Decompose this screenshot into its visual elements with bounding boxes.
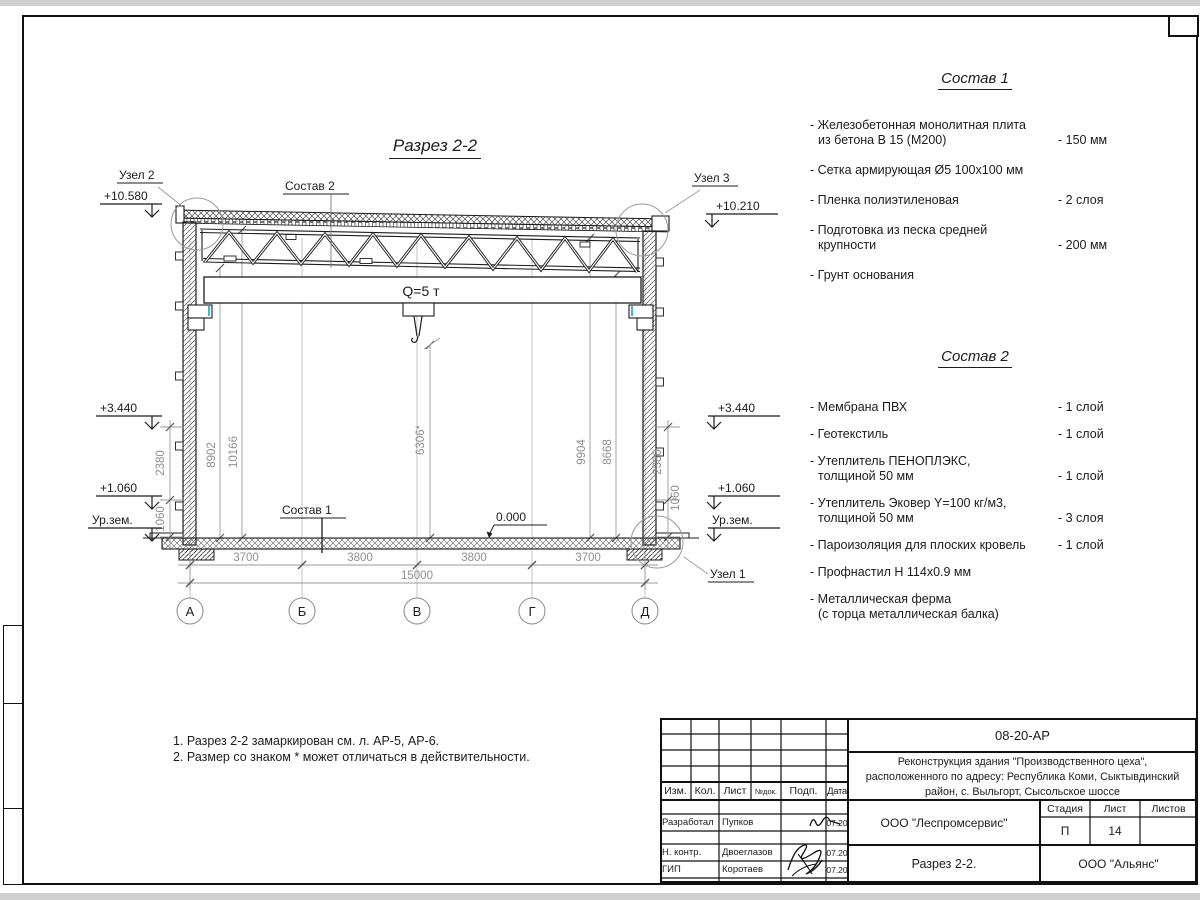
callout-sostav1: Состав 1 (282, 503, 332, 517)
wall-right (643, 231, 656, 545)
list-item: - Железобетонная монолитная плита из бетона В 15 (М200) - 150 мм (810, 118, 1108, 147)
margin-cell-2 (3, 703, 23, 810)
tb-sheet-value: 14 (1108, 824, 1122, 838)
margin-cell-1 (3, 625, 23, 704)
foundation-left (179, 549, 214, 560)
list-item: - Металлическая ферма (с торца металлическая балка) (810, 592, 999, 621)
axis-b: Б (297, 604, 307, 619)
tb-date-2: 07.20 (826, 847, 848, 858)
dim-2380-right: 2380 (652, 449, 664, 475)
tb-date-1: 07.20 (826, 817, 848, 828)
callout-uzel1: Узел 1 (710, 567, 746, 581)
axis-g: Г (528, 604, 536, 619)
tb-col-ndok: №док. (755, 786, 777, 796)
tb-col-kol: Кол. (694, 785, 716, 797)
tb-date-3: 07.20 (826, 864, 848, 875)
tb-col-data: Дата (827, 785, 847, 797)
notes (173, 733, 530, 765)
list-item: - Утеплитель ПЕНОПЛЭКС, толщиной 50 мм - 1 слой (810, 454, 1104, 483)
sostav1-title: Состав 1 (810, 70, 1190, 90)
list-item: - Грунт основания (810, 268, 915, 282)
crane-trolley (403, 303, 434, 316)
tb-col-list: Лист (723, 785, 747, 797)
tb-project-line2: расположенного по адресу: Республика Коми, Сыктывдинский (865, 770, 1180, 783)
elevation-marks-left (88, 189, 162, 541)
note-2: 2. Размер со знаком * может отличаться в действительности. (173, 750, 530, 764)
dim-span-3: 3800 (461, 552, 487, 564)
dim-9904: 9904 (576, 439, 588, 465)
axis-d: Д (640, 604, 650, 619)
dim-1060-right: 1060 (670, 485, 682, 511)
dim-8902: 8902 (206, 442, 218, 468)
axis-v: В (412, 604, 422, 619)
margin-cell-3 (3, 808, 23, 885)
callout-uzel3: Узел 3 (694, 171, 730, 185)
dim-2380-left: 2380 (155, 450, 167, 476)
tb-sheets-value (1140, 817, 1197, 845)
tb-col-podp: Подп. (789, 785, 818, 797)
page-edge-bottom (0, 893, 1200, 900)
side-dimension-left (155, 420, 184, 548)
tb-col-izm: Изм. (664, 785, 687, 797)
elev-10580: +10.580 (104, 189, 148, 203)
tb-name-dvoeglazov: Двоеглазов (722, 847, 773, 858)
dim-8668: 8668 (602, 439, 614, 465)
dim-6306: 6306* (415, 424, 427, 456)
elev-1060-right: +1.060 (718, 481, 756, 495)
tb-project-line3: район, с. Выльгорт, Сысольское шоссе (924, 785, 1120, 798)
tb-stage-value: П (1060, 824, 1070, 838)
callout-zero-level: 0.000 (496, 510, 527, 524)
dim-span-4: 3700 (575, 552, 601, 564)
roof-left-cap (176, 206, 184, 223)
section-title-text: Разрез 2-2 (389, 136, 481, 159)
crane-beam (204, 277, 641, 349)
tb-role-razrabotal: Разработал (662, 817, 714, 828)
callout-uzel2: Узел 2 (119, 168, 155, 182)
tb-doc-number: 08-20-АР (995, 727, 1050, 743)
list-item: - Утеплитель Эковер Y=100 кг/м3, толщиной 50 мм - 3 слоя (810, 496, 1104, 525)
section-drawing (40, 130, 780, 650)
bottom-dimensions (178, 552, 658, 590)
elev-3440-right: +3.440 (718, 401, 756, 415)
tb-name-korotaev: Коротаев (722, 864, 764, 875)
roof-slab (176, 206, 669, 232)
wall-left (183, 222, 196, 545)
note-1: 1. Разрез 2-2 замаркирован см. л. АР-5, АР-6. (173, 734, 440, 748)
tb-sheets-label: Листов (1151, 802, 1186, 815)
dim-1060-left: 1060 (155, 506, 167, 532)
list-item: - Профнастил Н 114x0.9 мм (810, 565, 972, 579)
tb-stage-label: Стадия (1047, 802, 1083, 815)
list-item: - Сетка армирующая Ø5 100x100 мм (810, 163, 1024, 177)
list-item: - Пленка полиэтиленовая - 2 слоя (810, 193, 1104, 207)
tb-sheet-title: Разрез 2-2. (911, 857, 977, 871)
tb-org: ООО "Леспромсервис" (880, 815, 1008, 830)
dim-total: 15000 (401, 570, 433, 582)
tb-project-line1: Реконструкция здания "Производственного цеха", (897, 755, 1148, 768)
elev-ground-left: Ур.зем. (92, 513, 133, 527)
page-edge-top (0, 0, 1200, 6)
title-block (660, 718, 1197, 883)
dim-span-2: 3800 (347, 552, 373, 564)
tb-sheet-label: Лист (1103, 802, 1127, 815)
tb-role-nkontr: Н. контр. (662, 847, 702, 858)
sostav1-list (810, 70, 1190, 282)
list-item: - Геотекстиль - 1 слой (810, 427, 1104, 441)
dim-span-1: 3700 (233, 552, 259, 564)
callout-sostav2: Состав 2 (285, 179, 335, 193)
elev-3440-left: +3.440 (100, 401, 138, 415)
elev-1060-left: +1.060 (100, 481, 138, 495)
vertical-dimensions (206, 226, 620, 542)
elevation-marks-right (705, 199, 780, 541)
list-item: - Пароизоляция для плоских кровель - 1 слой (810, 538, 1104, 552)
dim-10166: 10166 (228, 436, 240, 468)
frame-corner-box (1168, 15, 1199, 37)
elev-ground-right: Ур.зем. (712, 513, 753, 527)
tb-name-pupkov: Пупков (722, 817, 754, 828)
roof-right-cap (652, 216, 669, 231)
list-item: - Мембрана ПВХ - 1 слой (810, 400, 1104, 414)
axis-bubbles (177, 598, 658, 624)
roof-truss (200, 229, 640, 272)
axis-a: А (185, 604, 195, 619)
sostav2-list (810, 348, 1190, 621)
crane-capacity-label: Q=5 т (402, 283, 440, 299)
sostav2-title: Состав 2 (810, 348, 1190, 368)
list-item: - Подготовка из песка средней крупности - 200 мм (810, 223, 1108, 252)
tb-role-gip: ГИП (662, 864, 681, 875)
elev-10210: +10.210 (716, 199, 760, 213)
tb-contractor: ООО "Альянс" (1078, 857, 1159, 871)
